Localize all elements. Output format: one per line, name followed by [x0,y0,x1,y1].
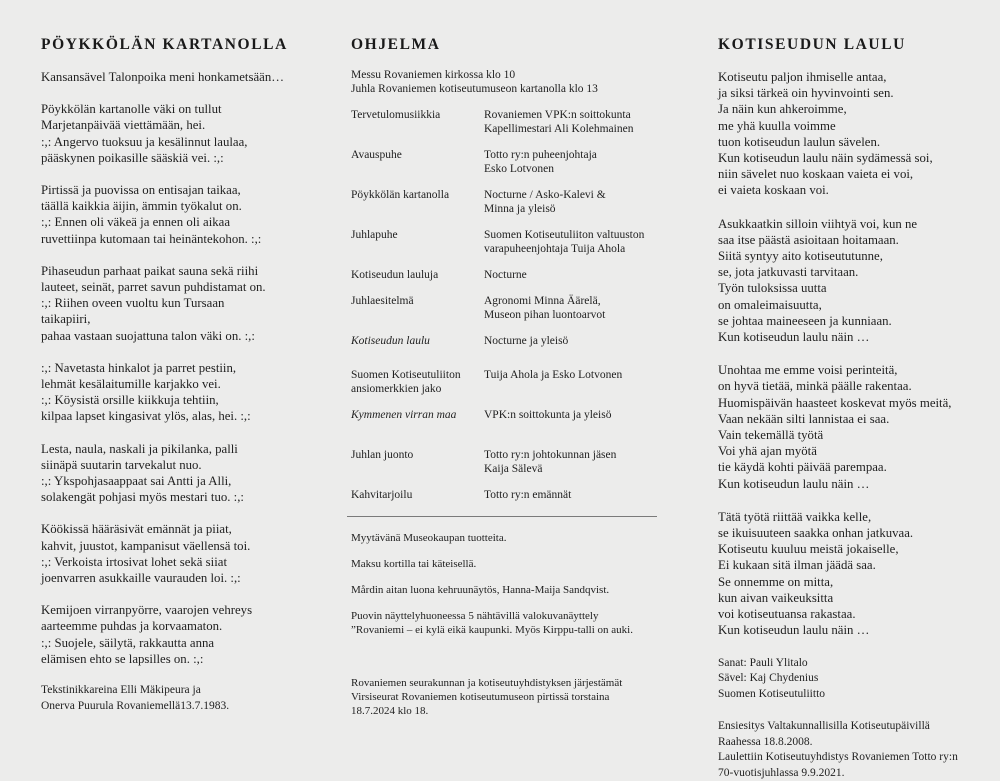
program-performer-text: Esko Lotvonen [484,162,662,176]
lyric-line: tuon kotiseudun laulun sävelen. [718,134,988,150]
stanza [41,521,331,586]
credit-line: Sävel: Kaj Chydenius [718,671,988,687]
lyric-line: Kun kotiseudun laulu näin … [718,329,988,345]
song-title: KOTISEUDUN LAULU [718,36,988,54]
intro-line: Messu Rovaniemen kirkossa klo 10 [351,68,662,82]
lyric-line: :,: Suojele, säilytä, rakkautta anna [41,635,331,651]
program-performer [484,188,662,216]
program-performer-text: Totto ry:n johtokunnan jäsen [484,448,662,462]
stanza [718,216,988,346]
lyric-line: Kun kotiseudun laulu näin sydämessä soi, [718,150,988,166]
lyric-line: niin sävelet nuo koskaan vaieta ei voi, [718,166,988,182]
note-hymns: Virsiseurat Rovaniemen kotiseutumuseon pirtissä torstaina [351,690,662,704]
program-item-text: Juhlaesitelmä [351,294,484,308]
program-performer-text: Agronomi Minna Äärelä, [484,294,662,308]
program-item-text: Kymmenen virran maa [351,408,484,422]
lyric-line: on hyvä tietää, minkä päälle rakentaa. [718,378,988,394]
program-performer-text: Minna ja yleisö [484,202,662,216]
credit-line: Sanat: Pauli Ylitalo [718,656,988,672]
stanza [41,101,331,166]
intro-line: Juhla Rovaniemen kotiseutumuseon kartanolla klo 13 [351,82,662,96]
program-row [351,408,662,422]
program-row [351,334,662,348]
lyric-line: kilpaa lapset kingasivat ylös, alas, hei. :,: [41,408,331,424]
stanza [41,182,331,247]
song-pöykkölän-kartanolla [41,36,331,714]
lyric-line: aarteemme puhdas ja korvaamaton. [41,618,331,634]
program-item [351,408,484,422]
program-performer [484,228,662,256]
program-item-text: Pöykkölän kartanolla [351,188,484,202]
lyric-line: Kotiseutu kuuluu meistä jokaiselle, [718,541,988,557]
song-title: PÖYKKÖLÄN KARTANOLLA [41,36,331,54]
lyric-line: Asukkaatkin silloin viihtyä voi, kun ne [718,216,988,232]
lyric-line: Kun kotiseudun laulu näin … [718,476,988,492]
program-item-text: Kahvitarjoilu [351,488,484,502]
program-item [351,148,484,176]
lyric-line: Työn tuloksissa uutta [718,280,988,296]
lyric-line: se ikuisuuteen saakka onhan jatkuvaa. [718,525,988,541]
stanza [718,69,988,199]
program-item-text: Juhlapuhe [351,228,484,242]
lyric-line: Vain tekemällä työtä [718,427,988,443]
lyric-line: voi kotiseutuansa rakastaa. [718,606,988,622]
stanza [718,509,988,639]
program-item-text: ansiomerkkien jako [351,382,484,396]
program-performer [484,368,662,396]
program-item [351,228,484,256]
program-performer [484,448,662,476]
stanza [41,69,331,85]
lyric-line: ei vaieta koskaan voi. [718,182,988,198]
lyric-line: Pirtissä ja puovissa on entisajan taikaa, [41,182,331,198]
program-intro [351,68,662,96]
program-performer-text: Kaija Sälevä [484,462,662,476]
program-performer-text: Totto ry:n emännät [484,488,662,502]
note-exhibition: ”Rovaniemi – ei kylä eikä kaupunki. Myös Kirppu-talli on auki. [351,623,662,637]
premiere-line: Ensiesitys Valtakunnallisilla Kotiseutupäivillä [718,719,988,735]
lyric-line: tie käydä kohti päivää parempaa. [718,459,988,475]
note-exhibition: Puovin näyttelyhuoneessa 5 nähtävillä valokuvanäyttely [351,609,662,623]
program-performer [484,148,662,176]
program-title: OHJELMA [351,36,662,54]
program-performer-text: VPK:n soittokunta ja yleisö [484,408,662,422]
lyric-line: Ja näin kun ahkeroimme, [718,101,988,117]
program-performer-text: Nocturne ja yleisö [484,334,662,348]
program-row [351,148,662,176]
program-performer [484,108,662,136]
program-item [351,334,484,348]
lyric-line: :,: Angervo tuoksuu ja kesälinnut laulaa, [41,134,331,150]
lyric-line: täällä kaikkia äijin, ämmin työkalut on. [41,198,331,214]
lyric-line: :,: Ennen oli väkeä ja ennen oli aikaa [41,214,331,230]
note-payment: Maksu kortilla tai käteisellä. [351,557,662,571]
stanza [41,441,331,506]
lyric-line: lauteet, seinät, parret savun puhdistamat on. [41,279,331,295]
lyric-line: pahaa vastaan suojattuna talon väki on. :,: [41,328,331,344]
program-performer [484,408,662,422]
lyrics-credits [41,683,331,714]
lyric-line: Kotiseutu paljon ihmiselle antaa, [718,69,988,85]
premiere-info [718,719,988,781]
lyric-line: ruvettiinpa kutomaan tai heinäntekohon. :,: [41,231,331,247]
lyric-line: Marjetanpäivää viettämään, hei. [41,117,331,133]
program-item [351,294,484,322]
lyric-line: kahvit, juustot, kampanisut väellensä toi. [41,538,331,554]
lyric-line: se, jota jatkuvasti tarvitaan. [718,264,988,280]
lyric-line: Pöykkölän kartanolle väki on tullut [41,101,331,117]
lyric-line: kun aivan vaikeuksitta [718,590,988,606]
lyric-line: :,: Riihen oveen vuoltu kun Tursaan [41,295,331,311]
lyric-line: joenvarren asukkaille vaurauden loi. :,: [41,570,331,586]
stanza [718,362,988,492]
credit-line: Onerva Puurula Rovaniemellä13.7.1983. [41,699,331,715]
program-row [351,448,662,476]
program-item-text: Kotiseudun laulu [351,334,484,348]
program-item-text: Avauspuhe [351,148,484,162]
program-item [351,108,484,136]
program-performer-text: Tuija Ahola ja Esko Lotvonen [484,368,662,382]
program-performer-text: Nocturne / Asko-Kalevi & [484,188,662,202]
song-lyrics [41,69,331,667]
lyric-line: on omaleimaisuutta, [718,297,988,313]
lyric-line: Vaan nekään silti lannistaa ei saa. [718,411,988,427]
lyric-line: siinäpä suutarin tarvekalut nuo. [41,457,331,473]
program-item [351,448,484,476]
note-hymns: Rovaniemen seurakunnan ja kotiseutuyhdistyksen järjestämät [351,676,662,690]
program-item [351,488,484,502]
lyric-line: Köökissä hääräsivät emännät ja piiat, [41,521,331,537]
lyric-line: Pihaseudun parhaat paikat sauna sekä riihi [41,263,331,279]
lyric-line: Tätä työtä riittää vaikka kelle, [718,509,988,525]
lyric-line: Voi yhä ajan myötä [718,443,988,459]
program-row [351,368,662,396]
lyric-line: Lesta, naula, naskali ja pikilanka, palli [41,441,331,457]
credit-line: Suomen Kotiseutuliitto [718,687,988,703]
divider [347,516,657,517]
lyric-line: elämisen ehto se lapsilles on. :,: [41,651,331,667]
premiere-line: Raahessa 18.8.2008. [718,735,988,751]
lyric-line: Siitä syntyy aito kotiseututunne, [718,248,988,264]
program-performer-text: Totto ry:n puheenjohtaja [484,148,662,162]
program-performer-text: varapuheenjohtaja Tuija Ahola [484,242,662,256]
lyric-line: Huomispäivän haasteet koskevat myös meitä, [718,395,988,411]
lyric-line: Se onnemme on mitta, [718,574,988,590]
program-performer-text: Suomen Kotiseutuliiton valtuuston [484,228,662,242]
program-row [351,294,662,322]
note-hymns: 18.7.2024 klo 18. [351,704,662,718]
program-performer-text: Kapellimestari Ali Kolehmainen [484,122,662,136]
program-item-text: Suomen Kotiseutuliiton [351,368,484,382]
program-row [351,188,662,216]
lyric-line: lehmät kesälaitumille karjakko vei. [41,376,331,392]
note-spinning-demo: Mårdin aitan luona kehruunäytös, Hanna-Maija Sandqvist. [351,583,662,597]
lyric-line: :,: Ykspohjasaappaat sai Antti ja Alli, [41,473,331,489]
program-row [351,108,662,136]
program-notes [351,531,662,718]
program-section [347,36,662,718]
program-item [351,268,484,282]
lyric-line: Kun kotiseudun laulu näin … [718,622,988,638]
program-performer-text: Museon pihan luontoarvot [484,308,662,322]
program-item-text: Tervetulomusiikkia [351,108,484,122]
stanza [41,602,331,667]
lyric-line: me yhä kuulla voimme [718,118,988,134]
lyric-line: Kansansävel Talonpoika meni honkametsään… [41,69,331,85]
premiere-line: Laulettiin Kotiseutuyhdistys Rovaniemen Totto ry:n [718,750,988,766]
note-sales: Myytävänä Museokaupan tuotteita. [351,531,662,545]
program-performer [484,294,662,322]
lyric-line: taikapiiri, [41,311,331,327]
program-row [351,228,662,256]
song-credits [718,656,988,703]
lyric-line: solakengät pohjasi myös mestari tuo. :,: [41,489,331,505]
lyric-line: Ei kukaan sitä ilman jäädä saa. [718,557,988,573]
lyric-line: se johtaa maineeseen ja kunniaan. [718,313,988,329]
stanza [41,360,331,425]
lyric-line: pääskynen poikasille sääskiä vei. :,: [41,150,331,166]
credit-line: Tekstinikkareina Elli Mäkipeura ja [41,683,331,699]
song-lyrics [718,69,988,639]
lyric-line: ja siksi tärkeä oin hyvinvointi sen. [718,85,988,101]
lyric-line: Kemijoen virranpyörre, vaarojen vehreys [41,602,331,618]
program-item-text: Juhlan juonto [351,448,484,462]
program-performer [484,334,662,348]
lyric-line: saa itse päästä asioitaan hoitamaan. [718,232,988,248]
program-performer [484,268,662,282]
program-item-text: Kotiseudun lauluja [351,268,484,282]
premiere-line: 70-vuotisjuhlassa 9.9.2021. [718,766,988,781]
program-list [347,108,662,502]
program-row [351,488,662,502]
song-kotiseudun-laulu [718,36,988,781]
program-item [351,188,484,216]
lyric-line: :,: Navetasta hinkalot ja parret pestiin, [41,360,331,376]
program-performer [484,488,662,502]
program-performer-text: Nocturne [484,268,662,282]
lyric-line: :,: Köysistä orsille kiikkuja tehtiin, [41,392,331,408]
program-item [351,368,484,396]
stanza [41,263,331,344]
lyric-line: :,: Verkoista irtosivat lohet sekä siiat [41,554,331,570]
program-performer-text: Rovaniemen VPK:n soittokunta [484,108,662,122]
program-row [351,268,662,282]
lyric-line: Unohtaa me emme voisi perinteitä, [718,362,988,378]
